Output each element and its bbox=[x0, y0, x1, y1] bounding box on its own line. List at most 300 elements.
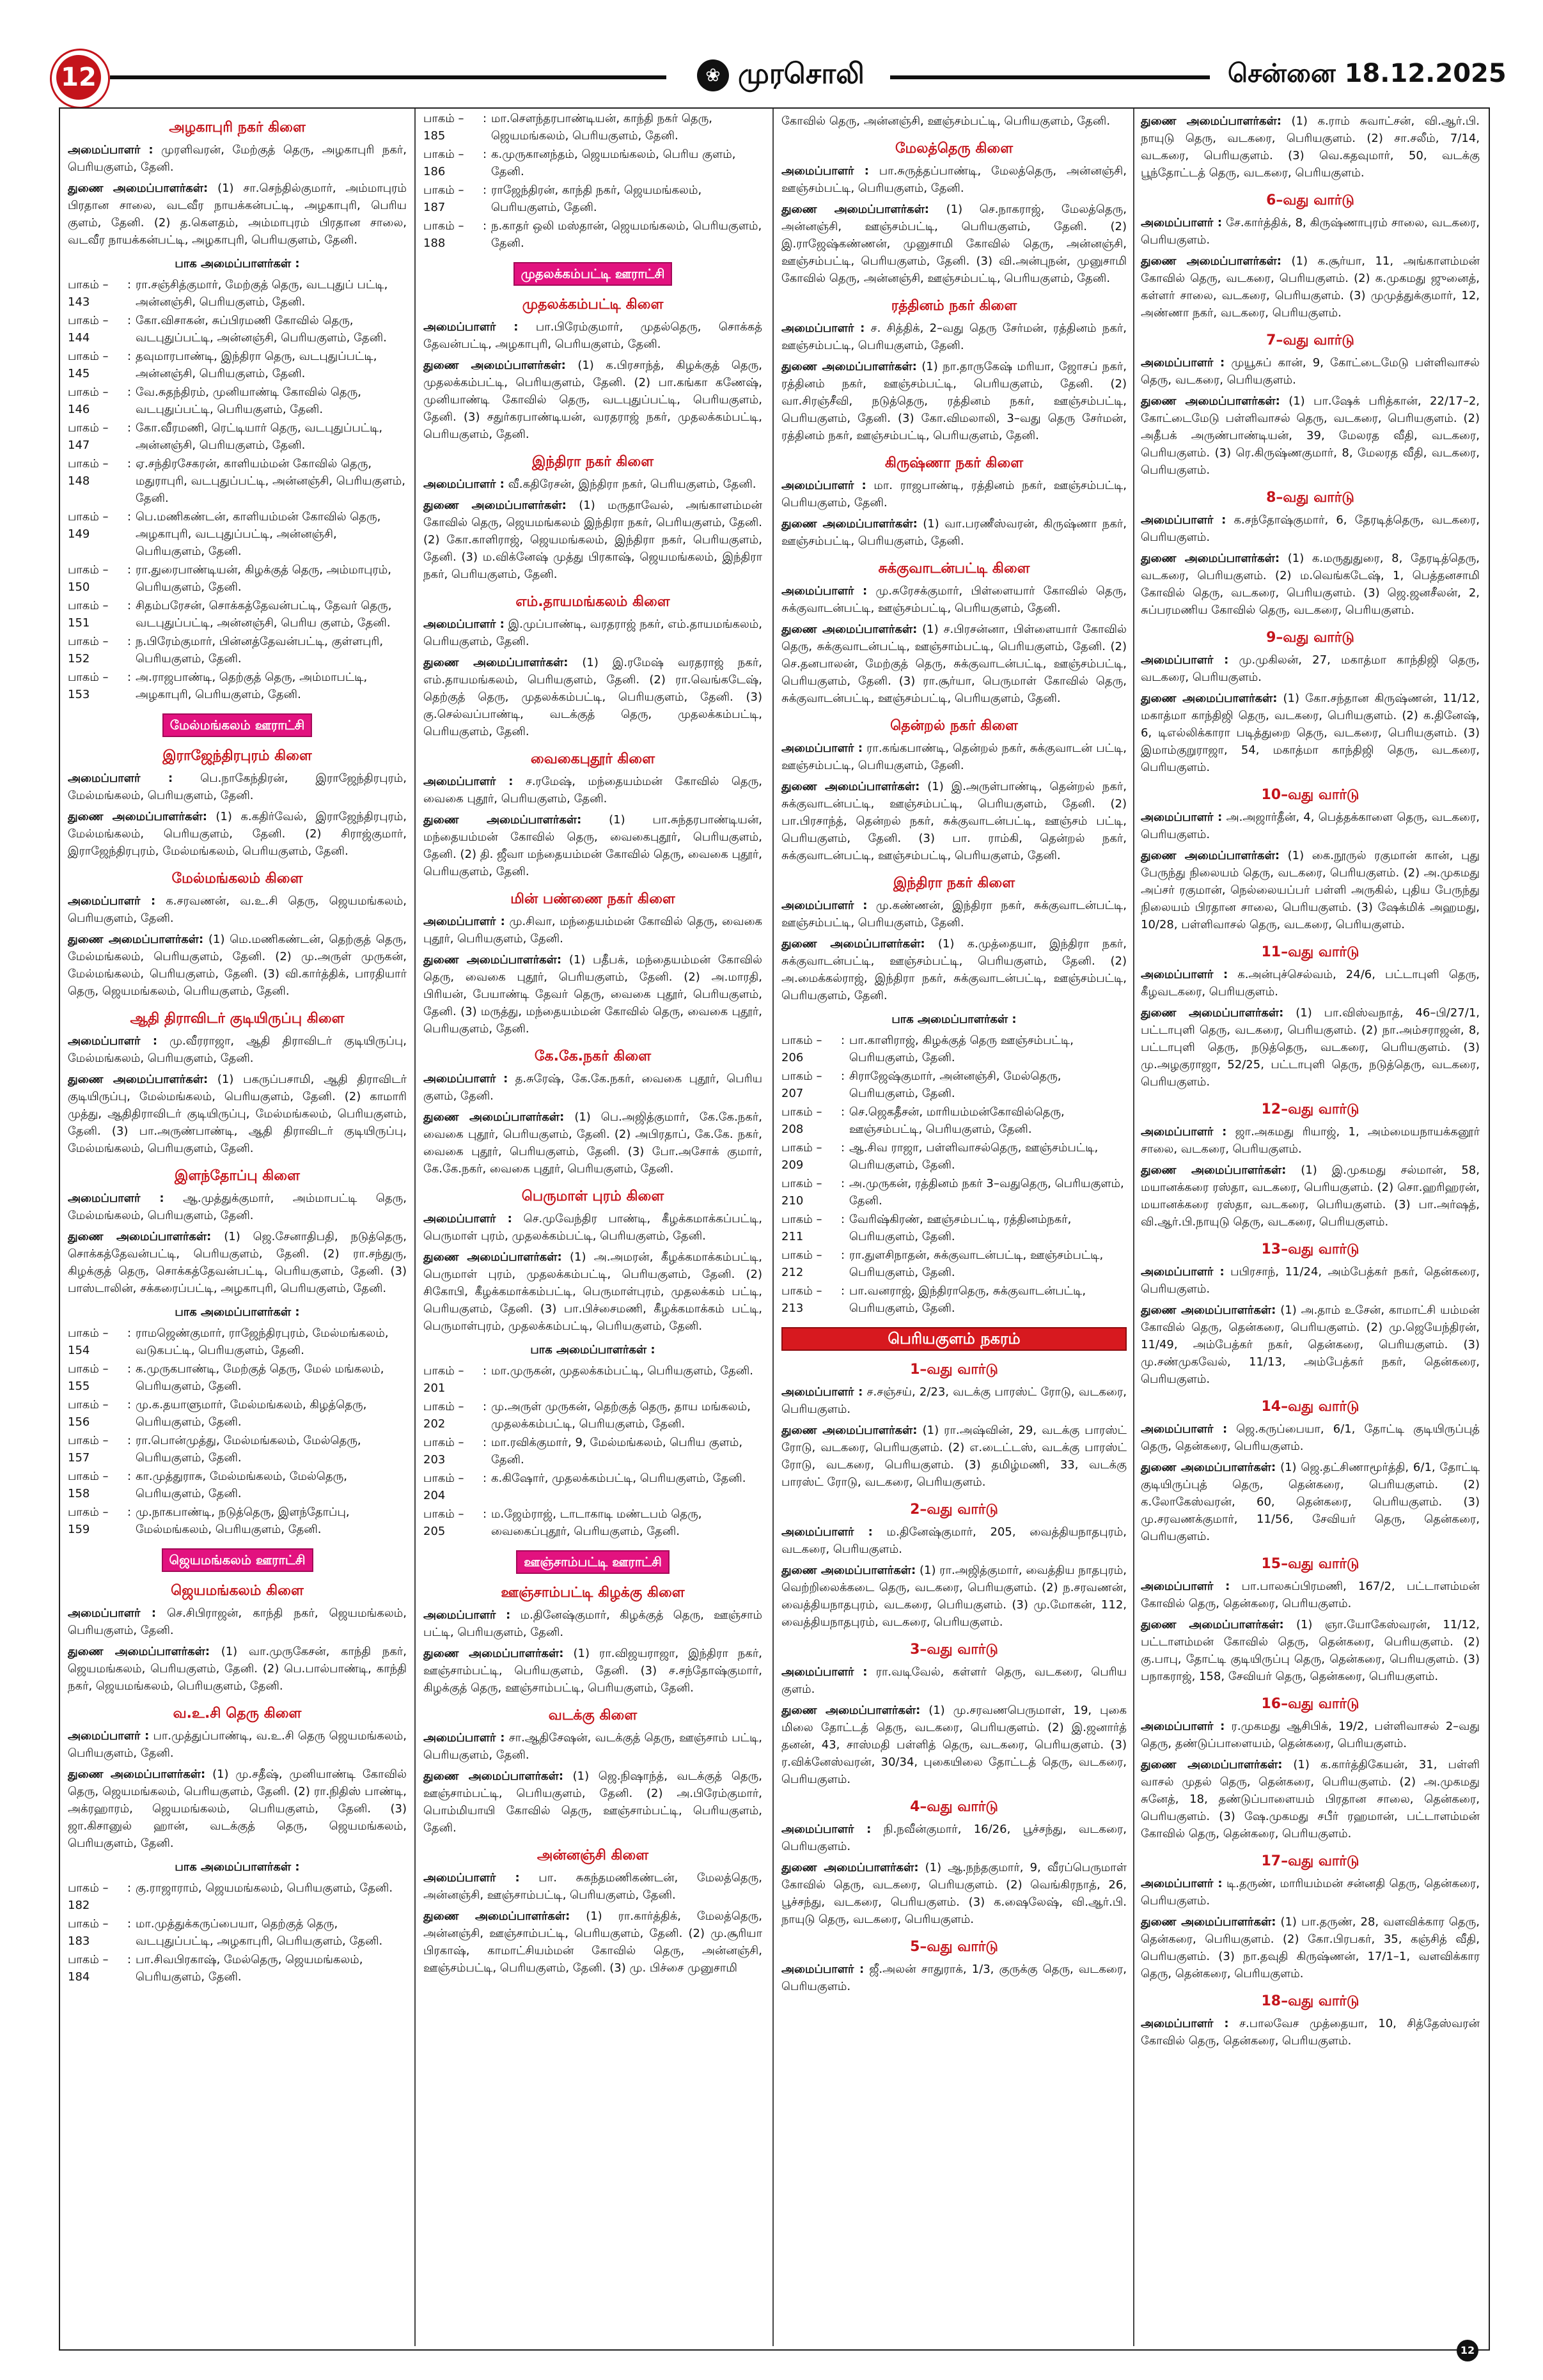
office-bearer-entry bbox=[1141, 1718, 1480, 1752]
role-label: அமைப்பாளர் : bbox=[1141, 1580, 1230, 1593]
office-bearer-entry bbox=[1141, 1459, 1480, 1545]
column-2 bbox=[423, 109, 762, 2346]
role-label: அமைப்பாளர் : bbox=[68, 772, 173, 785]
separator: : bbox=[127, 1953, 132, 1966]
booth-number: பாகம் – 145 bbox=[68, 350, 109, 380]
section-heading: அழகாபுரி நகர் கிளை bbox=[169, 120, 306, 136]
office-bearer-entry bbox=[423, 654, 762, 740]
entry-text: (1) பா.சுந்தரபாண்டியன், மந்தையம்மன் கோவில் தெரு, வைகைபுதூர், பெரியகுளம், தேனி. (2) தி. ஜீவா மந்தையம்மன் கோவில் தெரு, வைகை புதூர், பெரியகுளம், தேனி. bbox=[423, 813, 762, 878]
role-label: துணை அமைப்பாளர்கள்: bbox=[1141, 1915, 1276, 1929]
entry-text: ஜெ.கருப்பையா, 6/1, தோட்டி குடியிருப்புத் தெரு, தென்கரை, பெரியகுளம். bbox=[1141, 1422, 1480, 1453]
entry-text: இ.முப்பாண்டி, வரதராஜ் நகர், எம்.தாயமங்கலம், பெரியகுளம், தேனி. bbox=[423, 618, 762, 648]
entry-text: (1) கோ.சந்தான கிருஷ்ணன், 11/12, மகாத்மா காந்திஜி தெரு, வடகரை, பெரியகுளம். (2) க.தினேஷ், 6, டிஎல்லிக்காரா படித்துறை தெரு, வடகரை, பெரியகுளம். (3) இமாம்குறுராஜா, 54, மகாத்மா காந்திஜி தெரு, வடகரை, பெரியகுளம். bbox=[1141, 692, 1480, 774]
office-bearer-entry bbox=[1141, 1756, 1480, 1842]
role-label: அமைப்பாளர் : bbox=[423, 1871, 520, 1885]
entry-text: சே.கார்த்திக், 8, கிருஷ்ணாபுரம் சாலை, வடகரை, பெரியகுளம். bbox=[1141, 216, 1480, 247]
entry-text: ம.தினேஷ்குமார், கிழக்குத் தெரு, ஊஞ்சாம் பட்டி, பெரியகுளம், தேனி. bbox=[423, 1608, 762, 1639]
entry-text: (1) க.முத்தையா, இந்திரா நகர், சுக்குவாடன்பட்டி, ஊஞ்சம்பட்டி, பெரியகுளம், தேனி. (2) அ.மைக்கல்ராஜ், இந்திரா நகர், சுக்குவாடன்பட்டி, ஊஞ்சம்பட்டி, பெரியகுளம், தேனி. bbox=[781, 937, 1127, 1002]
section-heading: 11–வது வார்டு bbox=[1261, 944, 1359, 960]
section-heading: 12–வது வார்டு bbox=[1261, 1101, 1359, 1117]
office-bearer-entry bbox=[781, 740, 1127, 774]
role-label: துணை அமைப்பாளர்கள்: bbox=[1141, 1006, 1284, 1020]
role-label: அமைப்பாளர் : bbox=[68, 1606, 157, 1620]
panchayat-banner: ஊஞ்சாம்பட்டி ஊராட்சி bbox=[516, 1550, 670, 1574]
role-label: அமைப்பாளர் : bbox=[1141, 1125, 1227, 1139]
booth-number: பாகம் – 209 bbox=[781, 1141, 822, 1172]
entry-text: (1) பகருப்பசாமி, ஆதி திராவிடர் குடியிருப்பு, மேல்மங்கலம், பெரியகுளம், தேனி. (2) காமாரி முத்து, ஆதிதிராவிடர் குடியிருப்பு, மேல்மங்கலம், பெரியகுளம், தேனி. (3) பா.அருண்பாண்டி, ஆதி திராவிடர் குடியிருப்பு, மேல்மங்கலம், பெரியகுளம், தேனி. bbox=[68, 1073, 407, 1155]
role-label: துணை அமைப்பாளர்கள்: bbox=[423, 1909, 570, 1923]
office-bearer-entry bbox=[1141, 393, 1480, 479]
office-bearer-entry bbox=[1141, 113, 1480, 182]
office-bearer-entry bbox=[781, 1821, 1127, 1855]
section-heading: 3–வது வார்டு bbox=[910, 1642, 998, 1658]
newspaper-brand bbox=[697, 56, 865, 95]
booth-number: பாகம் – 212 bbox=[781, 1248, 822, 1279]
booth-organiser: மா.சௌந்தரபாண்டியன், காந்தி நகர் தெரு, ஜெயமங்கலம், பெரியகுளம், தேனி. bbox=[491, 112, 713, 143]
booth-number: பாகம் – 213 bbox=[781, 1284, 822, 1315]
booth-entry bbox=[68, 455, 407, 507]
role-label: துணை அமைப்பாளர்கள்: bbox=[781, 517, 918, 531]
section-heading: 16–வது வார்டு bbox=[1261, 1696, 1359, 1712]
section-heading: 9–வது வார்டு bbox=[1266, 630, 1354, 646]
column-4 bbox=[1141, 109, 1480, 2346]
office-bearer-entry bbox=[68, 1643, 407, 1695]
role-label: அமைப்பாளர் : bbox=[1141, 1422, 1228, 1436]
role-label: துணை அமைப்பாளர்கள்: bbox=[1141, 692, 1278, 705]
role-label: அமைப்பாளர் : bbox=[1141, 356, 1225, 369]
booth-organiser: ஏ.சந்திரசேகரன், காளியம்மன் கோவில் தெரு, மதுராபுரி, வடபுதுப்பட்டி, அன்னஞ்சி, பெரியகுளம், தேனி. bbox=[136, 457, 405, 505]
booth-organiser: ந.காதர் ஒலி மஸ்தான், ஜெயமங்கலம், பெரியகுளம், தேனி. bbox=[491, 219, 762, 250]
role-label: துணை அமைப்பாளர்கள்: bbox=[423, 499, 567, 512]
role-label: அமைப்பாளர் : bbox=[68, 143, 153, 157]
panchayat-banner: முதலக்கம்பட்டி ஊராட்சி bbox=[513, 262, 673, 286]
booth-number: பாகம் – 186 bbox=[423, 148, 464, 178]
role-label: துணை அமைப்பாளர்கள்: bbox=[423, 656, 568, 669]
masthead-rule-right bbox=[890, 75, 1210, 79]
booth-entry bbox=[423, 217, 762, 252]
role-label: அமைப்பாளர் : bbox=[68, 1729, 150, 1743]
section-heading: எம்.தாயமங்கலம் கிளை bbox=[515, 594, 670, 610]
separator: : bbox=[127, 599, 132, 612]
entry-text: (1) பா.விஸ்வநாத், 46–பி/27/1, பட்டாபுளி தெரு, வடகரை, பெரியகுளம். (2) நா.அம்சராஜன், 8, பட்டாபுளி தெரு, நடுத்தெரு, வடகரை, பெரியகுளம். (3) மு.அழகுராஜா, 52/25, பட்டாபுளி தெரு, நடுத்தெரு, வடகரை, பெரியகுளம். bbox=[1141, 1006, 1480, 1089]
role-label: அமைப்பாளர் : bbox=[423, 1608, 511, 1622]
booth-organiser: சிராஜேஷ்குமார், அன்னஞ்சி, மேல்தெரு, பெரியகுளம், தேனி. bbox=[849, 1069, 1061, 1100]
role-label: துணை அமைப்பாளர்கள்: bbox=[1141, 254, 1281, 268]
booth-number: பாகம் – 159 bbox=[68, 1505, 109, 1536]
office-bearer-entry bbox=[1141, 690, 1480, 776]
office-bearer-entry bbox=[781, 1702, 1127, 1788]
office-bearer-entry bbox=[1141, 966, 1480, 1000]
office-bearer-entry bbox=[1141, 1578, 1480, 1612]
entry-text: ச.பாலவேச முத்தையா, 10, சித்தேஸ்வரன் கோவில் தெரு, தென்கரை, பெரியகுளம். bbox=[1141, 2017, 1480, 2048]
booth-organiser: ந.பிரேம்குமார், பின்னத்தேவன்பட்டி, குள்ளபுரி, பெரியகுளம், தேனி. bbox=[136, 635, 384, 665]
office-bearer-entry bbox=[423, 616, 762, 650]
entry-text: மு.வீரராஜா, ஆதி திராவிடர் குடியிருப்பு, மேல்மங்கலம், பெரியகுளம், தேனி. bbox=[68, 1034, 407, 1065]
entry-text: க.அன்புச்செல்வம், 24/6, பட்டாபுளி தெரு, கீழவடகரை, பெரியகுளம். bbox=[1141, 968, 1480, 999]
entry-text: (1) பதீபக், மந்தையம்மன் கோவில் தெரு, வைகை புதூர், பெரியகுளம், தேனி. (2) அ.மாரதி, பிரியன், பேயாண்டி தேவர் தெரு, வைகை புதூர், பெரியகுளம், தேனி. (3) மருத்து, மந்தையம்மன் கோவில் தெரு, வைகை புதூர், பெரியகுளம், தேனி. bbox=[423, 953, 762, 1036]
booth-number: பாகம் – 144 bbox=[68, 314, 109, 345]
section-heading: சுக்குவாடன்பட்டி கிளை bbox=[878, 561, 1030, 577]
entry-text: (1) இ.ரமேஷ் வரதராஜ் நகர், எம்.தாயமங்கலம், பெரியகுளம், தேனி. (2) ரா.வெங்கடேஷ், தெற்குத் தெரு, முதலக்கம்பட்டி, பெரியகுளம், தேனி. (3) கு.செல்வப்பாண்டி, வடக்குத் தெரு, முதலக்கம்பட்டி, பெரியகுளம், தேனி. bbox=[423, 656, 762, 738]
separator: : bbox=[127, 563, 132, 577]
office-bearer-entry bbox=[1141, 1420, 1480, 1455]
separator: : bbox=[840, 1177, 845, 1190]
role-label: அமைப்பாளர் : bbox=[423, 1212, 512, 1225]
booth-organiser: ஆ.சிவ ராஜா, பள்ளிவாசல்தெரு, ஊஞ்சம்பட்டி, பெரியகுளம், தேனி. bbox=[849, 1141, 1099, 1172]
role-label: துணை அமைப்பாளர்கள்: bbox=[1141, 114, 1281, 128]
booth-entry bbox=[68, 1325, 407, 1359]
separator: : bbox=[127, 635, 132, 648]
booth-number: பாகம் – 211 bbox=[781, 1213, 822, 1243]
office-bearer-entry bbox=[423, 318, 762, 353]
office-bearer-entry bbox=[68, 180, 407, 249]
booth-number: பாகம் – 146 bbox=[68, 385, 109, 416]
role-label: அமைப்பாளர் : bbox=[423, 775, 513, 788]
entry-text: (1) ஞா.யோகேஸ்வரன், 11/12, பட்டாளம்மன் கோவில் தெரு, தென்கரை, பெரியகுளம். (2) கு.பாபு, தோட்டி குடியிருப்பு தெரு, தென்கரை, பெரியகுளம். (3) பநாகராஜ், 158, சேவியர் தெரு, தென்கரை, பெரியகுளம். bbox=[1141, 1618, 1480, 1683]
role-label: அமைப்பாளர் : bbox=[1141, 968, 1228, 981]
entry-text: (1) க.ராம் சுவாட்சன், வி.ஆர்.பி. நாயுடு தெரு, வடகரை, பெரியகுளம். (2) சா.சலீம், 7/14, வடகரை, பெரியகுளம். (3) வெ.கதவுமார், 50, வடக்கு பூந்தோட்டத் தெரு, வடகரை, பெரியகுளம். bbox=[1141, 114, 1480, 180]
booth-number: பாகம் – 158 bbox=[68, 1470, 109, 1500]
role-label: துணை அமைப்பாளர்கள்: bbox=[423, 359, 566, 372]
entry-text: மு.சிவா, மந்தையம்மன் கோவில் தெரு, வைகை புதூர், பெரியகுளம், தேனி. bbox=[423, 915, 762, 945]
role-label: துணை அமைப்பாளர்கள்: bbox=[423, 1250, 562, 1264]
role-label: அமைப்பாளர் : bbox=[781, 1385, 863, 1399]
section-heading: 4–வது வார்டு bbox=[910, 1799, 998, 1815]
office-bearer-entry bbox=[68, 1032, 407, 1067]
booth-entry bbox=[423, 1398, 762, 1433]
office-bearer-entry bbox=[1141, 1263, 1480, 1298]
entry-text: முயூசுப் கான், 9, கோட்டைமேடு பள்ளிவாசல் தெரு, வடகரை, பெரியகுளம். bbox=[1141, 356, 1480, 387]
entry-text: அ.அஜார்தீன், 4, பெத்தக்காளை தெரு, வடகரை, பெரியகுளம். bbox=[1141, 811, 1480, 841]
booth-entry bbox=[781, 1175, 1127, 1209]
entry-text: (1) ரா.அஷ்வின், 29, வடக்கு பாரஸ்ட் ரோடு, வடகரை, பெரியகுளம். (2) எ.டைட்டஸ், வடக்கு பாரஸ்ட் ரோடு, வடகரை, பெரியகுளம். (3) தமிழ்மணி, 33, வடக்கு பாரஸ்ட் ரோடு, வடகரை, பெரியகுளம். bbox=[781, 1424, 1127, 1489]
booth-number: பாகம் – 152 bbox=[68, 635, 109, 665]
separator: : bbox=[840, 1069, 845, 1083]
separator: : bbox=[127, 350, 132, 363]
booth-entry bbox=[68, 384, 407, 418]
office-bearer-entry bbox=[781, 897, 1127, 931]
role-label: அமைப்பாளர் : bbox=[781, 1665, 868, 1679]
role-label: துணை அமைப்பாளர்கள்: bbox=[423, 1110, 565, 1124]
section-heading: வைகைபுதூர் கிளை bbox=[530, 751, 655, 767]
booth-organiser: ரா.சஞ்சித்குமார், மேற்குத் தெரு, வடபுதுப் பட்டி, அன்னஞ்சி, பெரியகுளம், தேனி. bbox=[136, 278, 388, 309]
section-heading: 8–வது வார்டு bbox=[1266, 490, 1354, 506]
separator: : bbox=[840, 1248, 845, 1262]
office-bearer-entry bbox=[68, 1727, 407, 1762]
entry-text: (1) வா.பரணீஸ்வரன், கிருஷ்ணா நகர், ஊஞ்சம்பட்டி, பெரியகுளம், தேனி. bbox=[781, 517, 1127, 548]
separator: : bbox=[127, 1505, 132, 1519]
entry-text: ச. சித்திக், 2–வது தெரு சேர்மன், ரத்தினம் நகர், ஊஞ்சம்பட்டி, பெரியகுளம், தேனி. bbox=[781, 322, 1127, 352]
booth-entry bbox=[68, 597, 407, 632]
role-label: அமைப்பாளர் : bbox=[1141, 653, 1229, 667]
role-label: துணை அமைப்பாளர்கள்: bbox=[781, 1424, 918, 1437]
office-bearer-entry bbox=[68, 1228, 407, 1297]
separator: : bbox=[840, 1284, 845, 1298]
entry-text: (1) கை.நூருல் ரகுமான் கான், புது பேருந்து நிலையம் தெரு, வடகரை, பெரியகுளம். (2) அ.முகமது அப்சர் ரகுமான், நெல்லையப்பர் பள்ளி அருகில், புதிய பேருந்து நிலையம் பிரதான சாலை, பெரியகுளம். (3) ஷேக்மிக் அஹமது, 10/28, பள்ளிவாசல் தெரு, வடகரை, பெரியகுளம். bbox=[1141, 849, 1480, 931]
entry-text: மா. ராஜபாண்டி, ரத்தினம் நகர், ஊஞ்சம்பட்டி, பெரியகுளம், தேனி. bbox=[781, 479, 1127, 509]
office-bearer-entry bbox=[1141, 809, 1480, 843]
office-bearer-entry bbox=[423, 773, 762, 807]
booth-organiser: கா.முத்துராசு, மேல்மங்கலம், மேல்தெரு, பெரியகுளம், தேனி. bbox=[136, 1470, 348, 1500]
entry-text: (1) க.சூர்யா, 11, அங்காளம்மன் கோவில் தெரு, வடகரை, பெரியகுளம். (2) க.முகமது ஜுனைத், கள்ளர் சாலை, வடகரை, பெரியகுளம். (3) முமுத்துக்குமார், 12, அண்ணா நகர், வடகரை, பெரியகுளம். bbox=[1141, 254, 1480, 320]
office-bearer-entry bbox=[1141, 1302, 1480, 1388]
booth-organiser: செ.ஜெகதீசன், மாரியம்மன்கோவில்தெரு, ஊஞ்சம்பட்டி, பெரியகுளம், தேனி. bbox=[849, 1105, 1065, 1136]
office-bearer-entry bbox=[423, 476, 762, 493]
office-bearer-entry bbox=[781, 515, 1127, 550]
entry-text: முரளிவரன், மேற்குத் தெரு, அழகாபுரி நகர், பெரியகுளம், தேனி. bbox=[68, 143, 407, 174]
booth-organiser: க.கிஷோர், முதலக்கம்பட்டி, பெரியகுளம், தேனி. bbox=[491, 1472, 746, 1485]
booth-organiser: அ.முருகன், ரத்தினம் நகர் 3–வதுதெரு, பெரியகுளம், தேனி. bbox=[849, 1177, 1124, 1208]
office-bearer-entry bbox=[781, 1961, 1127, 1995]
role-label: துணை அமைப்பாளர்கள்: bbox=[1141, 1461, 1276, 1474]
office-bearer-entry bbox=[1141, 1162, 1480, 1231]
role-label: அமைப்பாளர் : bbox=[781, 164, 869, 178]
office-bearer-entry bbox=[68, 1190, 407, 1224]
entry-text: (1) ரா.கார்த்திக், மேலத்தெரு, அன்னஞ்சி, ஊஞ்சாம்பட்டி, பெரியகுளம், தேனி. (2) மு.சூரியா பிரகாஷ், காமாட்சியம்மன் கோவில் தெரு, அன்னஞ்சி, ஊஞ்சம்பட்டி, பெரியகுளம், தேனி. (3) மு. பிச்சை முனுசாமி bbox=[423, 1909, 762, 1975]
entry-text: ச.ரமேஷ், மந்தையம்மன் கோவில் தெரு, வைகை புதூர், பெரியகுளம், தேனி. bbox=[423, 775, 762, 805]
column-divider bbox=[772, 109, 774, 2346]
entry-text: (1) ச.பிரசன்னா, பிள்ளையார் கோவில் தெரு, சுக்குவாடன்பட்டி, ஊஞ்சாம்பட்டி, பெரியகுளம், தேனி. (2) செ.தனபாலன், மேற்குத் தெரு, சுக்குவாடன்பட்டி, ஊஞ்சம்பட்டி, பெரியகுளம், தேனி. (3) ரா.சூர்யா, பெருமாள் கோவில் தெரு, சுக்குவாடன்பட்டி, ஊஞ்சம்பட்டி, பெரியகுளம், தேனி. bbox=[781, 623, 1127, 705]
booth-organiser: க.முருகானந்தம், ஜெயமங்கலம், பெரிய குளம், தேனி. bbox=[491, 148, 736, 178]
office-bearer-entry bbox=[68, 1071, 407, 1157]
office-bearer-entry bbox=[781, 582, 1127, 617]
office-bearer-entry bbox=[68, 808, 407, 860]
booth-organiser: ரா.துளசிநாதன், சுக்குவாடன்பட்டி, ஊஞ்சம்பட்டி, பெரியகுளம், தேனி. bbox=[849, 1248, 1104, 1279]
section-heading: 5–வது வார்டு bbox=[910, 1939, 998, 1955]
role-label: துணை அமைப்பாளர்கள்: bbox=[68, 1073, 208, 1086]
dateline: சென்னை 18.12.2025 bbox=[1228, 59, 1507, 88]
booth-number: பாகம் – 210 bbox=[781, 1177, 822, 1208]
entry-text: நி.நவீன்குமார், 16/26, பூச்சந்து, வடகரை, பெரியகுளம். bbox=[781, 1823, 1127, 1853]
role-label: அமைப்பாளர் : bbox=[781, 1823, 872, 1836]
booth-organiser: மு.அருள் முருகன், தெற்குத் தெரு, தாய மங்கலம், முதலக்கம்பட்டி, பெரியகுளம், தேனி. bbox=[491, 1400, 751, 1431]
booth-organiser: மா.ரவிக்குமார், 9, மேல்மங்கலம், பெரிய குளம், தேனி. bbox=[491, 1436, 743, 1466]
role-label: துணை அமைப்பாளர்கள்: bbox=[1141, 552, 1280, 565]
entry-text: (1) இ.முகமது சல்மான், 58, மயானக்கரை ரஸ்தா, வடகரை, பெரியகுளம். (2) சொ.ஹரிஹரன், மயானக்கரை ரஸ்தா, வடகரை, பெரியகுளம். (3) பா.அர்ஷத், வி.ஆர்.பி.நாயுடு தெரு, வடகரை, பெரியகுளம். bbox=[1141, 1163, 1480, 1229]
office-bearer-entry bbox=[423, 1248, 762, 1335]
booth-entry bbox=[781, 1139, 1127, 1174]
office-bearer-entry bbox=[1141, 847, 1480, 933]
booth-number: பாகம் – 157 bbox=[68, 1434, 109, 1465]
section-heading: 6–வது வார்டு bbox=[1266, 192, 1354, 208]
section-heading: இளந்தோப்பு கிளை bbox=[175, 1168, 300, 1184]
booth-entry bbox=[68, 633, 407, 667]
booth-organiser: கு.ராஜாராம், ஜெயமங்கலம், பெரியகுளம், தேனி. bbox=[136, 1881, 393, 1895]
office-bearer-entry bbox=[1141, 253, 1480, 322]
office-bearer-entry bbox=[781, 358, 1127, 444]
role-label: அமைப்பாளர் : bbox=[781, 1963, 865, 1976]
booth-entry bbox=[68, 1951, 407, 1986]
entry-text: டி.தருண், மாரியம்மன் சன்னதி தெரு, தென்கரை, பெரியகுளம். bbox=[1141, 1877, 1480, 1908]
booth-entry bbox=[781, 1068, 1127, 1102]
office-bearer-entry bbox=[781, 1523, 1127, 1558]
separator: : bbox=[127, 510, 132, 524]
booth-number: பாகம் – 187 bbox=[423, 183, 464, 214]
role-label: துணை அமைப்பாளர்கள்: bbox=[781, 1704, 921, 1717]
section-heading: தென்றல் நகர் கிளை bbox=[890, 718, 1018, 734]
entry-text: மு.முகிலன், 27, மகாத்மா காந்திஜி தெரு, வடகரை, பெரியகுளம். bbox=[1141, 653, 1480, 684]
separator: : bbox=[482, 1400, 487, 1413]
entry-text: ர.முகமது ஆசிபிக், 19/2, பள்ளிவாசல் 2–வது தெரு, தண்டுப்பாளையம், தென்கரை, பெரியகுளம். bbox=[1141, 1720, 1480, 1750]
entry-text: (1) ஜெ.நிஷாந்த், வடக்குத் தெரு, ஊஞ்சாம்பட்டி, பெரியகுளம், தேனி. (2) அ.பிரேம்குமார், பொம்மியாயி கோவில் தெரு, ஊஞ்சாம்பட்டி, பெரியகுளம், தேனி. bbox=[423, 1769, 762, 1835]
role-label: அமைப்பாளர் : bbox=[423, 618, 505, 631]
entry-text: பா.பாலசுப்பிரமணி, 167/2, பட்டாளம்மன் கோவில் தெரு, தென்கரை, பெரியகுளம். bbox=[1141, 1580, 1480, 1610]
office-bearer-entry bbox=[423, 357, 762, 443]
booth-number: பாகம் – 182 bbox=[68, 1881, 109, 1912]
booth-entry bbox=[423, 146, 762, 180]
role-label: அமைப்பாளர் : bbox=[423, 1731, 505, 1745]
booth-entry bbox=[68, 348, 407, 382]
role-label: துணை அமைப்பாளர்கள்: bbox=[781, 937, 925, 951]
booth-entry bbox=[781, 1282, 1127, 1317]
office-bearer-entry bbox=[68, 931, 407, 1000]
office-bearer-entry bbox=[1141, 1913, 1480, 1982]
entry-text: (1) பெ.அஜித்குமார், கே.கே.நகர், வைகை புதூர், பெரியகுளம், தேனி. (2) அபிரதாப், கே.கே. நகர், வைகை புதூர், பெரியகுளம், தேனி. (3) போ.அசோக் குமார், கே.கே.நகர், வைகை புதூர், பெரியகுளம், தேனி. bbox=[423, 1110, 762, 1176]
entry-text: (1) மருதாவேல், அங்காளம்மன் கோவில் தெரு, ஜெயமங்கலம் இந்திரா நகர், பெரியகுளம், தேனி. (2) கோ.காளிராஜ், ஜெயமங்கலம், இந்திரா நகர், பெரியகுளம், தேனி. (3) ம.விக்னேஷ் முத்து பிரகாஷ், ஜெயமங்கலம், இந்திரா நகர், பெரியகுளம், தேனி. bbox=[423, 499, 762, 581]
role-label: துணை அமைப்பாளர்கள்: bbox=[68, 1768, 206, 1781]
municipality-banner: பெரியகுளம் நகரம் bbox=[781, 1327, 1127, 1351]
booth-organiser: வே.சுதந்திரம், முனியாண்டி கோவில் தெரு, வடபுதுப்பட்டி, பெரியகுளம், தேனி. bbox=[136, 385, 362, 416]
role-label: துணை அமைப்பாளர்கள்: bbox=[68, 1230, 212, 1243]
booth-entry bbox=[68, 561, 407, 596]
role-label: துணை அமைப்பாளர்கள்: bbox=[1141, 849, 1280, 862]
section-heading: அன்னஞ்சி கிளை bbox=[537, 1847, 649, 1863]
office-bearer-entry bbox=[423, 1070, 762, 1105]
booth-organiser: க.முருகபாண்டி, மேற்குத் தெரு, மேல் மங்கலம், பெரியகுளம், தேனி. bbox=[136, 1362, 384, 1393]
role-label: அமைப்பாளர் : bbox=[1141, 216, 1223, 229]
role-label: துணை அமைப்பாளர்கள்: bbox=[68, 933, 204, 946]
role-label: அமைப்பாளர் : bbox=[423, 915, 505, 928]
booth-entry bbox=[68, 1504, 407, 1538]
entry-text: (1) மு.சதீஷ், முனியாண்டி கோவில் தெரு, ஜெயமங்கலம், பெரியகுளம், தேனி. (2) ரா.நிதிஸ் பாண்டி, அக்ரஹாரம், ஜெயமங்கலம், பெரியகுளம், தேனி. (3) ஜா.கிசானுல் ஹான், வடக்குத் தெரு, ஜெயமங்கலம், பெரியகுளம், தேனி. bbox=[68, 1768, 407, 1850]
masthead bbox=[0, 0, 1543, 96]
office-bearer-entry bbox=[781, 1859, 1127, 1928]
booth-entry bbox=[68, 1360, 407, 1395]
office-bearer-entry bbox=[1141, 1004, 1480, 1091]
separator: : bbox=[482, 1436, 487, 1449]
section-heading: 10–வது வார்டு bbox=[1261, 787, 1359, 803]
office-bearer-entry bbox=[781, 201, 1127, 287]
booth-number: பாகம் – 204 bbox=[423, 1472, 464, 1502]
office-bearer-entry bbox=[68, 770, 407, 804]
role-label: துணை அமைப்பாளர்கள்: bbox=[781, 1564, 916, 1577]
column-divider bbox=[414, 109, 416, 2346]
office-bearer-entry bbox=[423, 1108, 762, 1178]
entry-text: (1) க.கதிர்வேல், இராஜேந்திரபுரம், மேல்மங்கலம், பெரியகுளம், தேனி. (2) சிராஜ்குமார், இராஜேந்திரபுரம், மேல்மங்கலம், பெரியகுளம், தேனி. bbox=[68, 810, 407, 858]
sub-heading: பாக அமைப்பாளர்கள் : bbox=[175, 1860, 300, 1874]
booth-number: பாகம் – 148 bbox=[68, 457, 109, 488]
role-label: துணை அமைப்பாளர்கள்: bbox=[1141, 394, 1280, 408]
entry-text: பா.சுருத்தப்பாண்டி, மேலத்தெரு, அன்னஞ்சி, ஊஞ்சம்பட்டி, பெரியகுளம், தேனி. bbox=[781, 164, 1127, 195]
entry-text: ச.சஞ்சய், 2/23, வடக்கு பாரஸ்ட் ரோடு, வடகரை, பெரியகுளம். bbox=[781, 1385, 1127, 1416]
separator: : bbox=[482, 1472, 487, 1485]
booth-entry bbox=[68, 276, 407, 311]
brand-name: முரசொலி bbox=[738, 57, 865, 90]
role-label: அமைப்பாளர் : bbox=[781, 584, 868, 598]
section-heading: ஆதி திராவிடர் குடியிருப்பு கிளை bbox=[130, 1011, 345, 1027]
sub-heading: பாக அமைப்பாளர்கள் : bbox=[175, 1305, 300, 1319]
entry-text: சா.ஆதிசேஷன், வடக்குத் தெரு, ஊஞ்சாம் பட்டி, பெரியகுளம், தேனி. bbox=[423, 1731, 762, 1762]
office-bearer-entry bbox=[781, 477, 1127, 511]
section-heading: 7–வது வார்டு bbox=[1266, 332, 1354, 348]
entry-text: (1) இ.அருள்பாண்டி, தென்றல் நகர், சுக்குவாடன்பட்டி, ஊஞ்சம்பட்டி, பெரியகுளம், தேனி. (2) பா.பிரசாந்த், தென்றல் நகர், சுக்குவாடன்பட்டி, ஊஞ்சம் பட்டி, பெரியகுளம், தேனி. (3) பா. ராம்கி, தென்றல் நகர், சுக்குவாடன்பட்டி, ஊஞ்சம்பட்டி, பெரியகுளம், தேனி. bbox=[781, 780, 1127, 862]
role-label: அமைப்பாளர் : bbox=[1141, 2017, 1229, 2030]
separator: : bbox=[840, 1141, 845, 1155]
section-heading: 15–வது வார்டு bbox=[1261, 1556, 1359, 1572]
booth-number: பாகம் – 150 bbox=[68, 563, 109, 594]
role-label: துணை அமைப்பாளர்கள்: bbox=[781, 203, 930, 216]
booth-entry bbox=[781, 1247, 1127, 1281]
booth-number: பாகம் – 155 bbox=[68, 1362, 109, 1393]
entry-text: செ.சிபிராஜன், காந்தி நகர், ஜெயமங்கலம், பெரியகுளம், தேனி. bbox=[68, 1606, 407, 1637]
office-bearer-entry bbox=[68, 1605, 407, 1639]
office-bearer-entry bbox=[781, 320, 1127, 354]
booth-entry bbox=[423, 1470, 762, 1504]
booth-organiser: ரா.பொன்முத்து, மேல்மங்கலம், மேல்தெரு, பெரியகுளம், தேனி. bbox=[136, 1434, 361, 1465]
section-heading: 17–வது வார்டு bbox=[1261, 1853, 1359, 1869]
office-bearer-entry bbox=[423, 951, 762, 1038]
booth-entry bbox=[68, 419, 407, 454]
office-bearer-entry bbox=[1141, 1875, 1480, 1909]
booth-number: பாகம் – 203 bbox=[423, 1436, 464, 1466]
booth-entry bbox=[68, 1432, 407, 1466]
entry-text: பா. சுகந்தமணிகண்டன், மேலத்தெரு, அன்னஞ்சி, ஊஞ்சாம்பட்டி, பெரியகுளம், தேனி. bbox=[423, 1871, 762, 1902]
column-1 bbox=[68, 109, 407, 2346]
entry-text: பா.பிரேம்குமார், முதல்தெரு, சொக்கத் தேவன்பட்டி, அழகாபுரி, பெரியகுளம், தேனி. bbox=[423, 320, 762, 351]
role-label: துணை அமைப்பாளர்கள்: bbox=[68, 182, 208, 195]
entry-text: (1) பா.ஷேக் பரித்கான், 22/17–2, கோட்டைமேடு பள்ளிவாசல் தெரு, வடகரை, பெரியகுளம். (2) அதீபக் அருண்பாண்டியன், 39, மேலரத வீதி, வடகரை, பெரியகுளம். (3) ரெ.கிருஷ்ணகுமார், 8, மேலரத வீதி, வடகரை, பெரியகுளம். bbox=[1141, 394, 1480, 477]
section-heading: மேலத்தெரு கிளை bbox=[895, 141, 1014, 157]
entry-text: வீ.கதிரேசன், இந்திரா நகர், பெரியகுளம், தேனி. bbox=[508, 478, 756, 491]
role-label: அமைப்பாளர் : bbox=[781, 322, 865, 335]
section-heading: வடக்கு கிளை bbox=[548, 1707, 638, 1723]
section-heading: ரத்தினம் நகர் கிளை bbox=[891, 298, 1017, 314]
booth-organiser: பெ.மணிகண்டன், காளியம்மன் கோவில் தெரு, அழகாபுரி, வடபுதுப்பட்டி, அன்னஞ்சி, பெரியகுளம், தேனி. bbox=[136, 510, 381, 558]
section-heading: கிருஷ்ணா நகர் கிளை bbox=[884, 455, 1024, 471]
panchayat-banner: ஜெயமங்கலம் ஊராட்சி bbox=[162, 1548, 313, 1572]
booth-organiser: கோ.வீரமணி, ரெட்டியார் தெரு, வடபுதுப்பட்டி, அன்னஞ்சி, பெரியகுளம், தேனி. bbox=[136, 421, 383, 452]
booth-entry bbox=[68, 508, 407, 560]
office-bearer-entry bbox=[781, 162, 1127, 197]
booth-organiser: ராமஜெண்குமார், ராஜேந்திரபுரம், மேல்மங்கலம், வடுகபட்டி, பெரியகுளம், தேனி. bbox=[136, 1326, 389, 1357]
booth-number: பாகம் – 201 bbox=[423, 1364, 464, 1395]
page-number-badge: 12 bbox=[56, 55, 101, 100]
sub-heading: பாக அமைப்பாளர்கள் : bbox=[891, 1013, 1017, 1026]
sub-heading: பாக அமைப்பாளர்கள் : bbox=[175, 257, 300, 270]
role-label: அமைப்பாளர் : bbox=[423, 478, 505, 491]
separator: : bbox=[127, 1398, 132, 1412]
booth-organiser: ராஜேந்திரன், காந்தி நகர், ஜெயமங்கலம், பெரியகுளம், தேனி. bbox=[491, 183, 702, 214]
booth-organiser: மா.முருகன், முதலக்கம்பட்டி, பெரியகுளம், தேனி. bbox=[491, 1364, 753, 1378]
office-bearer-entry bbox=[781, 621, 1127, 707]
role-label: அமைப்பாளர் : bbox=[1141, 1720, 1225, 1733]
booth-organiser: பா.காளிராஜ், கிழக்குத் தெரு ஊஞ்சம்பட்டி, பெரியகுளம், தேனி. bbox=[849, 1034, 1074, 1064]
booth-entry bbox=[68, 669, 407, 703]
separator: : bbox=[840, 1105, 845, 1119]
separator: : bbox=[482, 219, 487, 233]
entry-text: ரா.வடிவேல், கள்ளர் தெரு, வடகரை, பெரிய குளம். bbox=[781, 1665, 1127, 1696]
booth-organiser: தவுமாரபாண்டி, இந்திரா தெரு, வடபுதுப்பட்டி, அன்னஞ்சி, பெரியகுளம், தேனி. bbox=[136, 350, 377, 380]
booth-number: பாகம் – 205 bbox=[423, 1507, 464, 1538]
role-label: துணை அமைப்பாளர்கள்: bbox=[68, 1645, 210, 1658]
office-bearer-entry bbox=[423, 1908, 762, 1977]
booth-organiser: பா.வனராஜ், இந்திராதெரு, சுக்குவாடன்பட்டி, பெரியகுளம், தேனி. bbox=[849, 1284, 1086, 1315]
role-label: அமைப்பாளர் : bbox=[1141, 513, 1226, 527]
entry-text: க.சரவணன், வ.உ.சி தெரு, ஜெயமங்கலம், பெரியகுளம், தேனி. bbox=[68, 894, 407, 925]
office-bearer-entry bbox=[68, 892, 407, 927]
entry-text: (1) க.பிரசாந்த், கிழக்குத் தெரு, முதலக்கம்பட்டி, பெரியகுளம், தேனி. (2) பா.கங்கா கணேஷ், முனியாண்டி கோவில் தெரு, வடபுதுப்பட்டி, பெரியகுளம், தேனி. (3) சதுர்கரபாண்டியன், வரதராஜ் நகர், முதலக்கம்பட்டி, பெரியகுளம், தேனி. bbox=[423, 359, 762, 441]
separator: : bbox=[482, 1507, 487, 1521]
